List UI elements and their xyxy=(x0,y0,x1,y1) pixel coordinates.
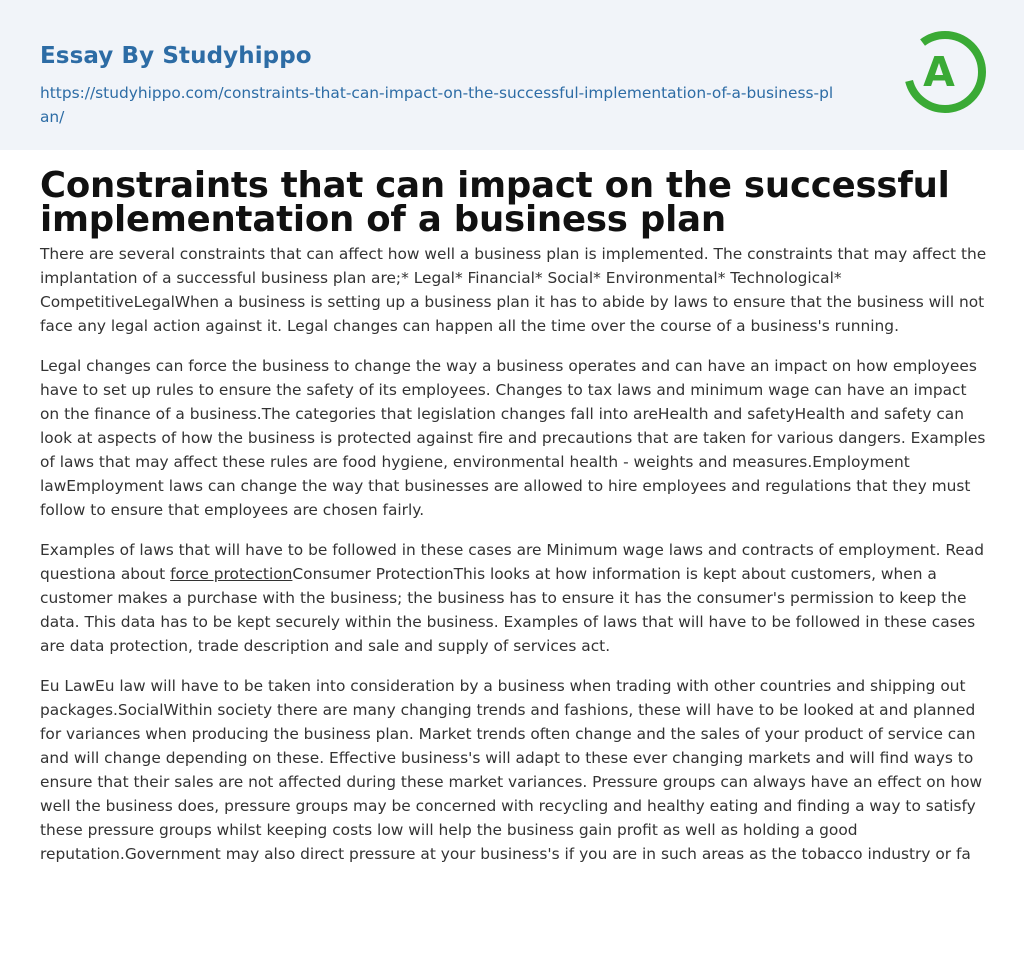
article-paragraph: Legal changes can force the business to change the way a business operates and can have an impact on how employees have to set up rules to ensure the safety of its employees. Changes to tax laws and minimum wage can have an impact on the finance of a business.The categories that legislation changes fall into areHealth and safetyHealth and safety can look at aspects of how the business is protected against fire and precautions that are taken for various dangers. Examples of laws that may affect these rules are food hygiene, environmental health - weights and measures.Employment lawEmployment laws can change the way that businesses are allowed to hire employees and regulations that they must follow to ensure that employees are chosen fairly. xyxy=(40,357,986,519)
article xyxy=(40,165,988,882)
logo-letter: A xyxy=(923,48,955,96)
page-header xyxy=(0,0,1024,150)
article-paragraph: There are several constraints that can affect how well a business plan is implemented. The constraints that may affect the implantation of a successful business plan are;* Legal* Financial* Social* Environmental* Technological* CompetitiveLegalWhen a business is setting up a business plan it has to abide by laws to ensure that the business will not face any legal action against it. Legal changes can happen all the time over the course of a business's running. xyxy=(40,245,987,335)
site-title[interactable]: Essay By Studyhippo xyxy=(40,43,312,69)
logo-graphic xyxy=(900,26,990,116)
studyhippo-logo-icon[interactable] xyxy=(900,26,990,116)
article-title: Constraints that can impact on the successful implementation of a business plan xyxy=(40,165,950,240)
force-protection-link[interactable]: force protection xyxy=(170,565,293,583)
article-paragraph: Eu LawEu law will have to be taken into consideration by a business when trading with other countries and shipping out packages.SocialWithin society there are many changing trends and fashions, these will have to be looked at and planned for variances when producing the business plan. Market trends often change and the sales of your product of service can and will change depending on these. Effective business's will adapt to these ever changing markets and will find ways to ensure that their sales are not affected during these market variances. Pressure groups can always have an effect on how well the business does, pressure groups may be concerned with recycling and healthy eating and finding a way to satisfy these pressure groups whilst keeping costs low will help the business gain profit as well as holding a good reputation.Government may also direct pressure at your business's if you are in such areas as the tobacco industry or fa xyxy=(40,677,983,863)
article-paragraph xyxy=(40,538,988,658)
source-url-link[interactable]: https://studyhippo.com/constraints-that-can-impact-on-the-successful-implementation-of-a-business-plan/ xyxy=(40,84,834,126)
paragraph-text: Consumer ProtectionThis looks at how information is kept about customers, when a customer makes a purchase with the business; the business has to ensure it has the consumer's permission to keep the data. This data has to be kept securely within the business. Examples of laws that will have to be followed in these cases are data protection, trade description and sale and supply of services act. xyxy=(40,565,976,655)
paragraph-text: Examples of laws that will have to be followed in these cases are Minimum wage laws and contracts of employment. Read questiona about xyxy=(40,541,985,583)
